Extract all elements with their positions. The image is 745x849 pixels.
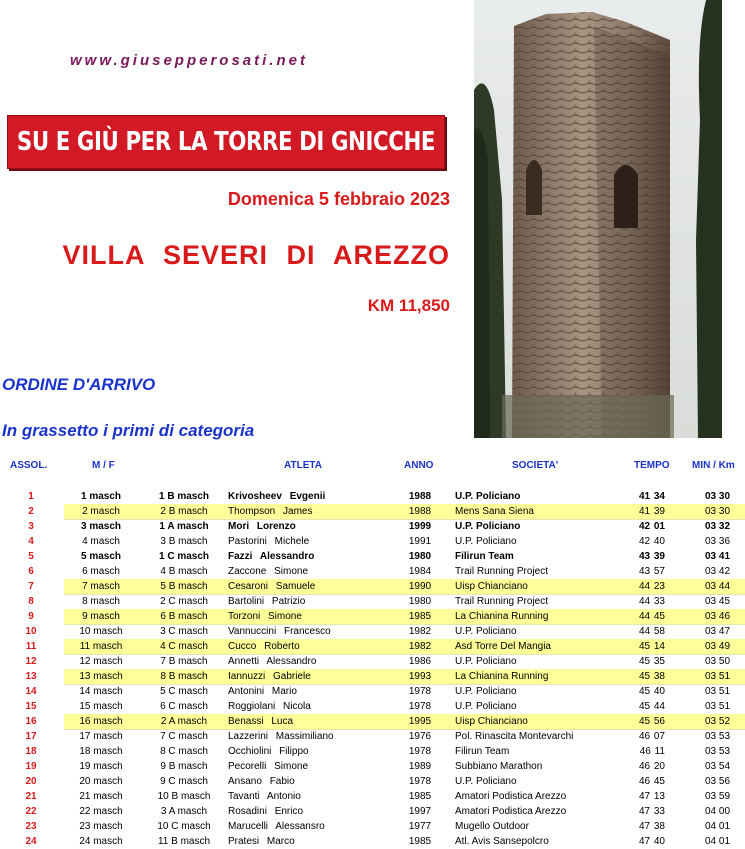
- year-cell: 1988: [408, 506, 432, 517]
- table-row: [0, 489, 745, 504]
- year-cell: 1984: [408, 566, 432, 577]
- society-cell: Subbiano Marathon: [455, 761, 543, 772]
- year-cell: 1982: [408, 641, 432, 652]
- time-cell: 47 38: [638, 821, 665, 832]
- event-distance: KM 11,850: [367, 296, 450, 315]
- table-row: [0, 684, 745, 699]
- pace-cell: 03 56: [704, 776, 731, 787]
- gender-rank-cell: 6 masch: [82, 566, 120, 577]
- category-rank-cell: 10 C masch: [157, 821, 211, 832]
- table-row: [0, 519, 745, 534]
- tower-photo: [474, 0, 722, 438]
- table-row: [0, 504, 745, 519]
- position-cell: 14: [25, 686, 37, 697]
- position-cell: 8: [28, 596, 34, 607]
- year-cell: 1999: [408, 521, 432, 532]
- category-rank-cell: 10 B masch: [157, 791, 211, 802]
- society-cell: Uisp Chianciano: [455, 581, 528, 592]
- athlete-cell: Thompson James: [228, 506, 313, 517]
- gender-rank-cell: 21 masch: [79, 791, 123, 802]
- time-cell: 46 45: [638, 776, 665, 787]
- time-cell: 47 40: [638, 836, 665, 847]
- time-cell: 45 38: [638, 671, 665, 682]
- gender-rank-cell: 18 masch: [79, 746, 123, 757]
- year-cell: 1976: [408, 731, 432, 742]
- table-row: [0, 669, 745, 684]
- table-row: [0, 624, 745, 639]
- col-athlete-header: ATLETA: [284, 460, 322, 471]
- pace-cell: 03 59: [704, 791, 731, 802]
- table-row: [0, 759, 745, 774]
- time-cell: 41 39: [638, 506, 665, 517]
- pace-cell: 03 51: [704, 701, 731, 712]
- pace-cell: 03 54: [704, 761, 731, 772]
- position-cell: 4: [28, 536, 34, 547]
- time-cell: 45 56: [638, 716, 665, 727]
- pace-cell: 03 42: [704, 566, 731, 577]
- col-year-header: ANNO: [404, 460, 434, 471]
- athlete-cell: Mori Lorenzo: [228, 521, 296, 532]
- athlete-cell: Benassi Luca: [228, 716, 294, 727]
- athlete-cell: Krivosheev Evgenii: [228, 491, 326, 502]
- category-rank-cell: 5 B masch: [160, 581, 208, 592]
- position-cell: 6: [28, 566, 34, 577]
- pace-cell: 03 53: [704, 746, 731, 757]
- time-cell: 46 20: [638, 761, 665, 772]
- athlete-cell: Bartolini Patrizio: [228, 596, 306, 607]
- pace-cell: 03 30: [704, 506, 731, 517]
- time-cell: 44 33: [638, 596, 665, 607]
- position-cell: 15: [25, 701, 37, 712]
- position-cell: 3: [28, 521, 34, 532]
- category-rank-cell: 8 C masch: [160, 746, 208, 757]
- category-rank-cell: 8 B masch: [160, 671, 208, 682]
- col-society-header: SOCIETA': [512, 460, 559, 471]
- gender-rank-cell: 11 masch: [79, 641, 123, 652]
- year-cell: 1995: [408, 716, 432, 727]
- category-rank-cell: 7 C masch: [160, 731, 208, 742]
- category-rank-cell: 5 C masch: [160, 686, 208, 697]
- pace-cell: 03 53: [704, 731, 731, 742]
- year-cell: 1980: [408, 596, 432, 607]
- event-banner: [7, 115, 445, 169]
- athlete-cell: Torzoni Simone: [228, 611, 302, 622]
- society-cell: Asd Torre Del Mangia: [455, 641, 551, 652]
- gender-rank-cell: 9 masch: [82, 611, 120, 622]
- society-cell: U.P. Policiano: [455, 776, 517, 787]
- gender-rank-cell: 20 masch: [79, 776, 123, 787]
- athlete-cell: Vannuccini Francesco: [228, 626, 331, 637]
- year-cell: 1986: [408, 656, 432, 667]
- society-cell: Mens Sana Siena: [455, 506, 534, 517]
- table-row: [0, 654, 745, 669]
- category-rank-cell: 2 A masch: [160, 716, 208, 727]
- athlete-cell: Antonini Mario: [228, 686, 297, 697]
- bold-note: In grassetto i primi di categoria: [2, 421, 255, 440]
- gender-rank-cell: 5 masch: [80, 551, 122, 562]
- position-cell: 9: [28, 611, 34, 622]
- position-cell: 12: [25, 656, 37, 667]
- athlete-cell: Rosadini Enrico: [228, 806, 304, 817]
- society-cell: Trail Running Project: [455, 566, 549, 577]
- time-cell: 45 40: [638, 686, 665, 697]
- results-table: [0, 489, 745, 849]
- time-cell: 44 23: [638, 581, 665, 592]
- category-rank-cell: 4 B masch: [160, 566, 208, 577]
- position-cell: 19: [25, 761, 37, 772]
- time-cell: 41 34: [638, 491, 665, 502]
- table-row: [0, 714, 745, 729]
- athlete-cell: Pastorini Michele: [228, 536, 310, 547]
- society-cell: U.P. Policiano: [455, 656, 517, 667]
- year-cell: 1988: [408, 491, 432, 502]
- table-row: [0, 594, 745, 609]
- order-title: ORDINE D'ARRIVO: [2, 375, 156, 394]
- position-cell: 24: [25, 836, 37, 847]
- time-cell: 45 14: [638, 641, 665, 652]
- position-cell: 10: [25, 626, 37, 637]
- society-cell: Trail Running Project: [455, 596, 549, 607]
- athlete-cell: Iannuzzi Gabriele: [228, 671, 311, 682]
- gender-rank-cell: 14 masch: [79, 686, 123, 697]
- pace-cell: 03 49: [704, 641, 731, 652]
- position-cell: 20: [25, 776, 37, 787]
- gender-rank-cell: 15 masch: [79, 701, 123, 712]
- athlete-cell: Fazzi Alessandro: [228, 551, 315, 562]
- pace-cell: 04 00: [704, 806, 731, 817]
- table-row: [0, 729, 745, 744]
- position-cell: 16: [25, 716, 37, 727]
- category-rank-cell: 9 C masch: [160, 776, 208, 787]
- pace-cell: 03 47: [704, 626, 731, 637]
- time-cell: 42 01: [638, 521, 665, 532]
- year-cell: 1990: [408, 581, 432, 592]
- gender-rank-cell: 16 masch: [79, 716, 123, 727]
- category-rank-cell: 6 B masch: [160, 611, 208, 622]
- athlete-cell: Annetti Alessandro: [228, 656, 317, 667]
- category-rank-cell: 2 C masch: [160, 596, 208, 607]
- pace-cell: 03 44: [704, 581, 731, 592]
- pace-cell: 03 30: [704, 491, 731, 502]
- society-cell: U.P. Policiano: [455, 536, 517, 547]
- category-rank-cell: 1 C masch: [158, 551, 210, 562]
- position-cell: 2: [28, 506, 34, 517]
- society-cell: U.P. Policiano: [455, 626, 517, 637]
- society-cell: Uisp Chianciano: [455, 716, 528, 727]
- society-cell: U.P. Policiano: [455, 686, 517, 697]
- society-cell: Pol. Rinascita Montevarchi: [455, 731, 574, 742]
- table-row: [0, 789, 745, 804]
- year-cell: 1977: [408, 821, 432, 832]
- time-cell: 43 39: [638, 551, 665, 562]
- position-cell: 1: [28, 491, 34, 502]
- gender-rank-cell: 7 masch: [82, 581, 120, 592]
- society-cell: Amatori Podistica Arezzo: [455, 791, 567, 802]
- table-row: [0, 549, 745, 564]
- position-cell: 5: [28, 551, 34, 562]
- time-cell: 42 40: [638, 536, 665, 547]
- society-cell: U.P. Policiano: [455, 701, 517, 712]
- position-cell: 18: [25, 746, 37, 757]
- table-row: [0, 774, 745, 789]
- table-row: [0, 819, 745, 834]
- banner-title: SU E GIÙ PER LA TORRE DI GNICCHE: [16, 127, 436, 157]
- table-row: [0, 534, 745, 549]
- table-row: [0, 609, 745, 624]
- category-rank-cell: 6 C masch: [160, 701, 208, 712]
- year-cell: 1989: [408, 761, 432, 772]
- pace-cell: 03 41: [704, 551, 731, 562]
- athlete-cell: Lazzerini Massimiliano: [228, 731, 334, 742]
- athlete-cell: Tavanti Antonio: [228, 791, 301, 802]
- gender-rank-cell: 24 masch: [79, 836, 123, 847]
- event-date: Domenica 5 febbraio 2023: [227, 189, 450, 209]
- table-row: [0, 639, 745, 654]
- athlete-cell: Occhiolini Filippo: [228, 746, 309, 757]
- year-cell: 1993: [408, 671, 432, 682]
- athlete-cell: Cesaroni Samuele: [228, 581, 316, 592]
- category-rank-cell: 4 C masch: [160, 641, 208, 652]
- society-cell: Filirun Team: [455, 746, 510, 757]
- position-cell: 13: [25, 671, 37, 682]
- gender-rank-cell: 22 masch: [79, 806, 123, 817]
- table-row: [0, 699, 745, 714]
- position-cell: 11: [25, 641, 37, 652]
- athlete-cell: Ansano Fabio: [228, 776, 295, 787]
- pace-cell: 03 46: [704, 611, 731, 622]
- athlete-cell: Cucco Roberto: [228, 641, 300, 652]
- time-cell: 44 45: [638, 611, 665, 622]
- position-cell: 22: [25, 806, 37, 817]
- pace-cell: 03 51: [704, 671, 731, 682]
- year-cell: 1991: [408, 536, 432, 547]
- year-cell: 1978: [408, 701, 432, 712]
- time-cell: 46 11: [639, 746, 665, 757]
- athlete-cell: Pratesi Marco: [228, 836, 295, 847]
- event-place: VILLA SEVERI DI AREZZO: [62, 240, 450, 270]
- pace-cell: 04 01: [704, 821, 731, 832]
- position-cell: 23: [25, 821, 37, 832]
- year-cell: 1978: [408, 746, 432, 757]
- category-rank-cell: 3 C masch: [160, 626, 208, 637]
- year-cell: 1985: [408, 836, 432, 847]
- col-mf-header: M / F: [92, 460, 115, 471]
- category-rank-cell: 1 A masch: [159, 521, 209, 532]
- time-cell: 45 35: [638, 656, 665, 667]
- category-rank-cell: 3 A masch: [160, 806, 208, 817]
- gender-rank-cell: 17 masch: [79, 731, 123, 742]
- table-row: [0, 804, 745, 819]
- athlete-cell: Marucelli Alessansro: [228, 821, 325, 832]
- time-cell: 44 58: [638, 626, 665, 637]
- pace-cell: 03 50: [704, 656, 731, 667]
- society-cell: Amatori Podistica Arezzo: [455, 806, 567, 817]
- year-cell: 1985: [408, 791, 432, 802]
- position-cell: 7: [28, 581, 34, 592]
- time-cell: 43 57: [638, 566, 665, 577]
- year-cell: 1978: [408, 686, 432, 697]
- position-cell: 21: [25, 791, 37, 802]
- position-cell: 17: [25, 731, 37, 742]
- col-pos-header: ASSOL.: [10, 460, 48, 471]
- society-cell: Atl. Avis Sansepolcro: [455, 836, 549, 847]
- time-cell: 47 33: [638, 806, 665, 817]
- society-cell: Filirun Team: [455, 551, 514, 562]
- time-cell: 46 07: [638, 731, 665, 742]
- gender-rank-cell: 2 masch: [82, 506, 120, 517]
- pace-cell: 03 52: [704, 716, 731, 727]
- athlete-cell: Roggiolani Nicola: [228, 701, 311, 712]
- pace-cell: 04 01: [704, 836, 731, 847]
- year-cell: 1978: [408, 776, 432, 787]
- category-rank-cell: 7 B masch: [160, 656, 208, 667]
- gender-rank-cell: 19 masch: [79, 761, 123, 772]
- category-rank-cell: 9 B masch: [160, 761, 208, 772]
- table-row: [0, 834, 745, 849]
- society-cell: Mugello Outdoor: [455, 821, 529, 832]
- col-time-header: TEMPO: [634, 460, 670, 471]
- pace-cell: 03 32: [704, 521, 731, 532]
- category-rank-cell: 1 B masch: [158, 491, 210, 502]
- society-cell: La Chianina Running: [455, 671, 549, 682]
- year-cell: 1997: [408, 806, 432, 817]
- time-cell: 45 44: [638, 701, 665, 712]
- category-rank-cell: 3 B masch: [160, 536, 208, 547]
- athlete-cell: Pecorelli Simone: [228, 761, 309, 772]
- gender-rank-cell: 12 masch: [79, 656, 123, 667]
- table-row: [0, 744, 745, 759]
- year-cell: 1982: [408, 626, 432, 637]
- site-url[interactable]: www.giusepperosati.net: [70, 52, 308, 69]
- athlete-cell: Zaccone Simone: [228, 566, 309, 577]
- gender-rank-cell: 13 masch: [79, 671, 123, 682]
- pace-cell: 03 36: [704, 536, 731, 547]
- category-rank-cell: 11 B masch: [157, 836, 211, 847]
- pace-cell: 03 45: [704, 596, 731, 607]
- society-cell: U.P. Policiano: [455, 491, 521, 502]
- pace-cell: 03 51: [704, 686, 731, 697]
- category-rank-cell: 2 B masch: [160, 506, 208, 517]
- gender-rank-cell: 4 masch: [82, 536, 120, 547]
- year-cell: 1980: [408, 551, 432, 562]
- society-cell: U.P. Policiano: [455, 521, 521, 532]
- gender-rank-cell: 1 masch: [80, 491, 122, 502]
- time-cell: 47 13: [638, 791, 665, 802]
- year-cell: 1985: [408, 611, 432, 622]
- table-row: [0, 579, 745, 594]
- gender-rank-cell: 10 masch: [79, 626, 123, 637]
- society-cell: La Chianina Running: [455, 611, 549, 622]
- gender-rank-cell: 23 masch: [79, 821, 123, 832]
- gender-rank-cell: 8 masch: [82, 596, 120, 607]
- table-row: [0, 564, 745, 579]
- gender-rank-cell: 3 masch: [80, 521, 122, 532]
- col-minkm-header: MIN / Km: [692, 460, 735, 471]
